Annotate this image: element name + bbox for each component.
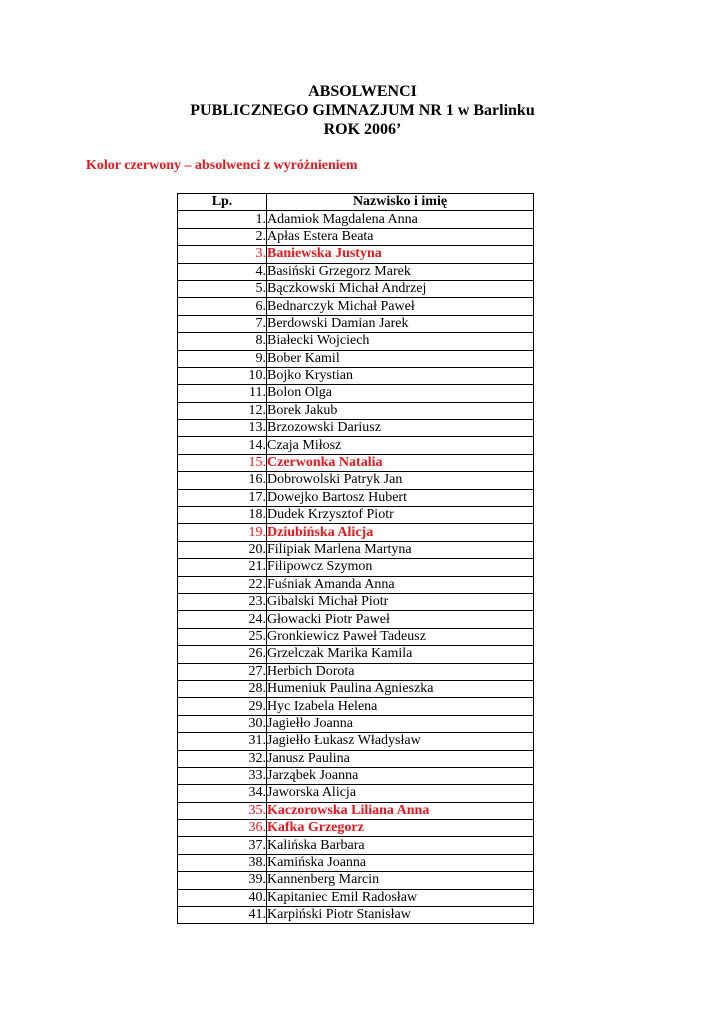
table-row: [178, 733, 534, 750]
table-row: [178, 907, 534, 924]
row-number: 27.: [178, 663, 267, 680]
row-number: 41.: [178, 907, 267, 924]
row-number: 5.: [178, 280, 267, 297]
row-number: 33.: [178, 767, 267, 784]
table-row: [178, 680, 534, 697]
graduate-name: Dziubińska Alicja: [267, 524, 534, 541]
table-row: [178, 750, 534, 767]
graduate-name: Adamiok Magdalena Anna: [267, 211, 534, 228]
table-row: [178, 507, 534, 524]
table-row: [178, 489, 534, 506]
row-number: 7.: [178, 315, 267, 332]
graduate-name: Fuśniak Amanda Anna: [267, 576, 534, 593]
row-number: 31.: [178, 733, 267, 750]
graduate-name: Brzozowski Dariusz: [267, 420, 534, 437]
graduate-name: Jaworska Alicja: [267, 785, 534, 802]
row-number: 2.: [178, 228, 267, 245]
row-number: 17.: [178, 489, 267, 506]
graduate-name: Dudek Krzysztof Piotr: [267, 507, 534, 524]
row-number: 4.: [178, 263, 267, 280]
table-row: [178, 350, 534, 367]
row-number: 23.: [178, 593, 267, 610]
table-row: [178, 698, 534, 715]
graduate-name: Jarząbek Joanna: [267, 767, 534, 784]
row-number: 15.: [178, 454, 267, 471]
table-row: [178, 298, 534, 315]
table-row: [178, 802, 534, 819]
graduate-name: Głowacki Piotr Paweł: [267, 611, 534, 628]
row-number: 37.: [178, 837, 267, 854]
graduate-name: Herbich Dorota: [267, 663, 534, 680]
table-row: [178, 367, 534, 384]
graduate-name: Kalińska Barbara: [267, 837, 534, 854]
table-row: [178, 420, 534, 437]
table-row: [178, 385, 534, 402]
graduate-name: Basiński Grzegorz Marek: [267, 263, 534, 280]
graduate-name: Kafka Grzegorz: [267, 820, 534, 837]
graduate-name: Hyc Izabela Helena: [267, 698, 534, 715]
row-number: 12.: [178, 402, 267, 419]
row-number: 18.: [178, 507, 267, 524]
table-row: [178, 454, 534, 471]
graduate-name: Kapitaniec Emil Radosław: [267, 889, 534, 906]
table-row: [178, 593, 534, 610]
graduate-name: Bednarczyk Michał Paweł: [267, 298, 534, 315]
row-number: 3.: [178, 246, 267, 263]
table-row: [178, 246, 534, 263]
legend-note: Kolor czerwony – absolwenci z wyróżnieniem: [86, 158, 358, 173]
row-number: 10.: [178, 367, 267, 384]
row-number: 24.: [178, 611, 267, 628]
graduate-name: Borek Jakub: [267, 402, 534, 419]
graduate-name: Grzelczak Marika Kamila: [267, 646, 534, 663]
row-number: 13.: [178, 420, 267, 437]
row-number: 20.: [178, 541, 267, 558]
table-row: [178, 280, 534, 297]
graduate-name: Apłas Estera Beata: [267, 228, 534, 245]
graduate-name: Gronkiewicz Paweł Tadeusz: [267, 628, 534, 645]
table-row: [178, 628, 534, 645]
row-number: 39.: [178, 872, 267, 889]
graduate-name: Kannenberg Marcin: [267, 872, 534, 889]
row-number: 34.: [178, 785, 267, 802]
graduate-name: Czerwonka Natalia: [267, 454, 534, 471]
row-number: 1.: [178, 211, 267, 228]
graduate-name: Karpiński Piotr Stanisław: [267, 907, 534, 924]
table-row: [178, 785, 534, 802]
table-row: [178, 263, 534, 280]
table-row: [178, 715, 534, 732]
graduate-name: Berdowski Damian Jarek: [267, 315, 534, 332]
graduate-name: Bober Kamil: [267, 350, 534, 367]
row-number: 16.: [178, 472, 267, 489]
table-row: [178, 315, 534, 332]
graduate-name: Dowejko Bartosz Hubert: [267, 489, 534, 506]
row-number: 9.: [178, 350, 267, 367]
table-row: [178, 611, 534, 628]
title-line: ABSOLWENCI: [308, 83, 417, 100]
row-number: 35.: [178, 802, 267, 819]
graduates-table: [177, 193, 534, 924]
table-row: [178, 646, 534, 663]
graduate-name: Filipiak Marlena Martyna: [267, 541, 534, 558]
table-row: [178, 541, 534, 558]
graduate-name: Filipowcz Szymon: [267, 559, 534, 576]
graduate-name: Humeniuk Paulina Agnieszka: [267, 680, 534, 697]
row-number: 21.: [178, 559, 267, 576]
table-row: [178, 228, 534, 245]
table-row: [178, 437, 534, 454]
row-number: 8.: [178, 333, 267, 350]
table-row: [178, 472, 534, 489]
graduate-name: Baniewska Justyna: [267, 246, 534, 263]
table-row: [178, 820, 534, 837]
row-number: 40.: [178, 889, 267, 906]
graduate-name: Dobrowolski Patryk Jan: [267, 472, 534, 489]
table-row: [178, 576, 534, 593]
graduate-name: Jagiełło Joanna: [267, 715, 534, 732]
row-number: 11.: [178, 385, 267, 402]
row-number: 22.: [178, 576, 267, 593]
graduate-name: Gibalski Michał Piotr: [267, 593, 534, 610]
row-number: 25.: [178, 628, 267, 645]
table-row: [178, 211, 534, 228]
row-number: 26.: [178, 646, 267, 663]
table-row: [178, 559, 534, 576]
table-row: [178, 663, 534, 680]
header-name: Nazwisko i imię: [267, 194, 534, 211]
graduate-name: Kamińska Joanna: [267, 854, 534, 871]
table-row: [178, 872, 534, 889]
document-title: [0, 82, 725, 139]
graduate-name: Bączkowski Michał Andrzej: [267, 280, 534, 297]
table-row: [178, 854, 534, 871]
graduate-name: Janusz Paulina: [267, 750, 534, 767]
graduate-name: Jagiełło Łukasz Władysław: [267, 733, 534, 750]
table-body: [178, 211, 534, 924]
row-number: 19.: [178, 524, 267, 541]
table-header-row: [178, 194, 534, 211]
graduate-name: Bojko Krystian: [267, 367, 534, 384]
row-number: 38.: [178, 854, 267, 871]
table-row: [178, 767, 534, 784]
graduate-name: Bolon Olga: [267, 385, 534, 402]
table-row: [178, 889, 534, 906]
title-line: ROK 2006’: [323, 121, 402, 138]
graduate-name: Białecki Wojciech: [267, 333, 534, 350]
table-row: [178, 524, 534, 541]
row-number: 6.: [178, 298, 267, 315]
table-row: [178, 837, 534, 854]
graduate-name: Kaczorowska Liliana Anna: [267, 802, 534, 819]
graduate-name: Czaja Miłosz: [267, 437, 534, 454]
row-number: 29.: [178, 698, 267, 715]
row-number: 36.: [178, 820, 267, 837]
row-number: 30.: [178, 715, 267, 732]
row-number: 28.: [178, 680, 267, 697]
table-row: [178, 333, 534, 350]
row-number: 14.: [178, 437, 267, 454]
row-number: 32.: [178, 750, 267, 767]
title-line: PUBLICZNEGO GIMNAZJUM NR 1 w Barlinku: [190, 102, 535, 119]
table-row: [178, 402, 534, 419]
header-lp: Lp.: [178, 194, 267, 211]
